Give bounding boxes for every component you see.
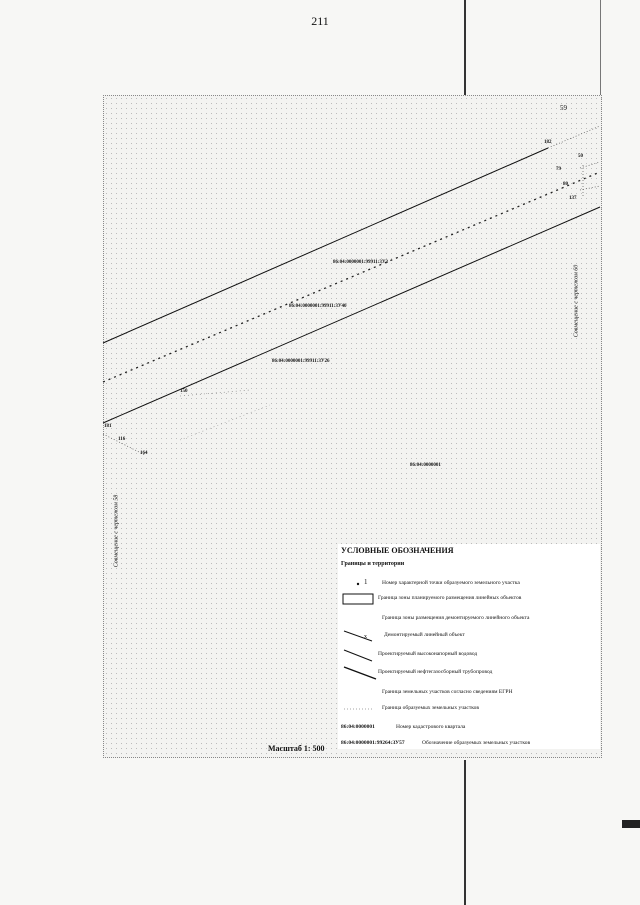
legend-text: Граница образуемых земельных участков	[382, 705, 479, 711]
legend-item	[338, 702, 600, 716]
legend-text: Граница земельных участков согласно сведениям ЕГРН	[382, 689, 513, 695]
legend-code: 86:04:0000001	[341, 724, 375, 730]
sheet-number: 59	[560, 104, 567, 112]
legend-subtitle: Границы и территории	[341, 561, 405, 567]
parcel-label: 86:04:0000001:99911:3У3	[333, 260, 389, 265]
legend-item	[338, 686, 600, 700]
legend-text: Демонтируемый линейный объект	[384, 632, 465, 638]
point-label: 116	[118, 437, 126, 442]
legend-text: Номер характерной точки образуемого земельного участка	[382, 580, 520, 586]
side-note-right: Совмещение с чертежом 60	[573, 264, 580, 338]
point-label: 164	[140, 451, 148, 456]
parcel-label: 86:04:0000001:99911:3У26	[272, 359, 330, 364]
side-note-left: Совмещение с чертежом 58	[113, 494, 120, 568]
page-number: 211	[311, 14, 329, 28]
legend-text: Проектируемый высоконапорный водовод	[378, 651, 478, 657]
legend-text: Граница зоны планируемого размещения линейных объектов	[378, 595, 522, 601]
legend-item	[338, 612, 600, 626]
legend-title: УСЛОВНЫЕ ОБОЗНАЧЕНИЯ	[341, 546, 454, 555]
parcel-boundary-line	[180, 405, 270, 440]
legend-text: Номер кадастрового квартала	[396, 724, 466, 730]
zone-boundary-line	[103, 148, 548, 343]
legend-item	[338, 666, 600, 680]
point-label: 181	[104, 424, 112, 429]
water-pipeline-line-icon	[342, 648, 378, 662]
parcel-label: 86:04:0000001:99911:3У40	[289, 304, 347, 309]
legend-marker: 1	[364, 578, 368, 586]
point-label: 79	[556, 167, 561, 172]
point-label: 50	[578, 154, 583, 159]
legend-item	[338, 721, 600, 735]
scale-label: Масштаб 1: 500	[268, 744, 325, 753]
point-label: 137	[569, 196, 577, 201]
parcel-boundary-line	[548, 126, 600, 148]
legend	[338, 544, 600, 749]
legend-code: 86:04:0000001:99264:ЗУ57	[341, 740, 405, 746]
parcel-boundary-line	[180, 390, 250, 396]
legend-text: Проектируемый нефтегазосборный трубопровод	[378, 669, 493, 675]
legend-item	[338, 648, 600, 662]
legend-item	[338, 577, 600, 591]
oil-pipeline-line-icon	[342, 666, 378, 680]
zone-boundary-line	[103, 207, 600, 423]
legend-text: Обозначение образуемых земельных участков	[422, 740, 531, 746]
legend-item	[338, 629, 600, 643]
point-label: 150	[180, 389, 188, 394]
quarter-label: 86:04:0000001	[410, 463, 441, 468]
dotted-boundary-icon	[342, 702, 378, 716]
point-label: 80	[563, 182, 568, 187]
legend-item	[338, 737, 600, 751]
svg-text:x: x	[364, 634, 367, 640]
point-marker-icon	[342, 577, 378, 591]
point-label: 182	[544, 140, 552, 145]
dismantled-object-line	[103, 172, 600, 382]
dismantled-line-icon	[342, 629, 378, 643]
legend-text: Граница зоны размещения демонтируемого линейного объекта	[382, 615, 530, 621]
zone-rectangle-icon	[342, 592, 378, 606]
legend-item	[338, 592, 600, 606]
